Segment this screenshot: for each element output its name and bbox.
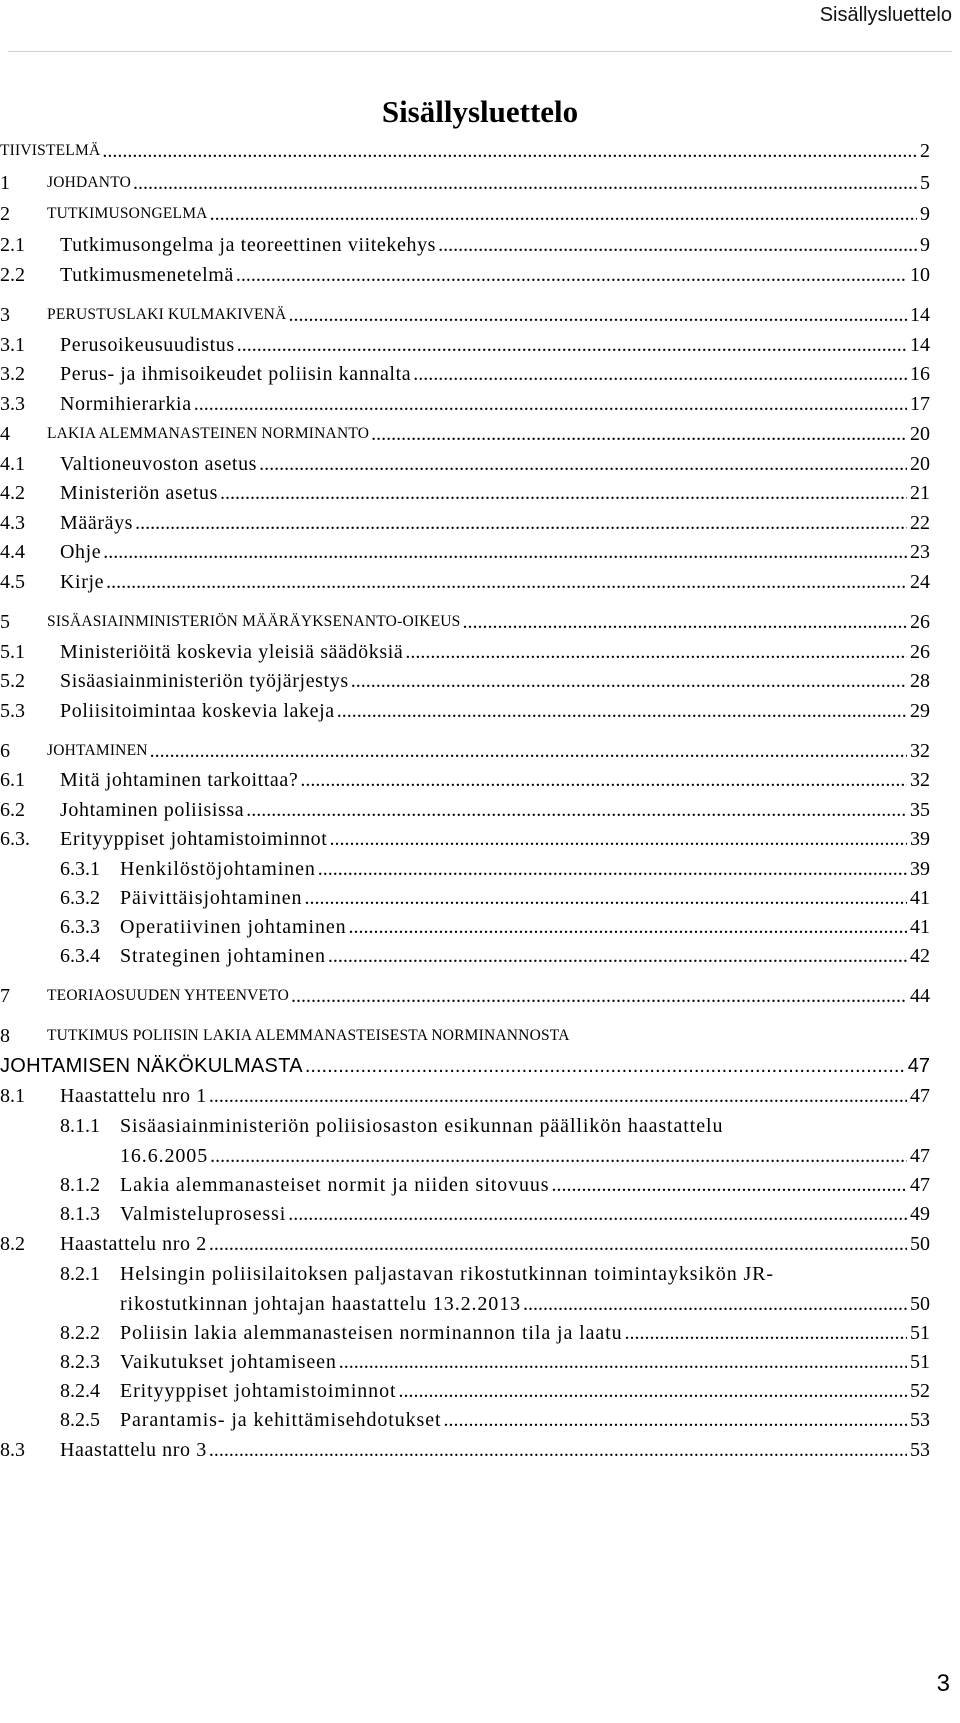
toc-dot-leader	[133, 171, 917, 195]
toc-entry[interactable]	[0, 1373, 960, 1403]
toc-entry-number: 1	[0, 172, 10, 194]
toc-entry[interactable]	[0, 1344, 960, 1374]
toc-entry-title: Haastattelu nro 3	[60, 1439, 207, 1461]
toc-entry-title: Johtaminen poliisissa	[60, 799, 245, 821]
toc-entry-title: Tutkimusmenetelmä	[60, 264, 234, 286]
toc-entry-number: 4.1	[0, 453, 25, 475]
toc-entry[interactable]	[0, 475, 960, 505]
toc-dot-leader	[210, 1144, 907, 1168]
toc-entry-title: Valtioneuvoston asetus	[60, 453, 258, 475]
toc-entry-page: 20	[910, 423, 930, 445]
toc-entry-number: 8.1.2	[60, 1174, 100, 1196]
toc-entry-title: Sisäasiainministeriön työjärjestys	[60, 670, 349, 692]
toc-entry[interactable]	[0, 386, 960, 416]
toc-entry[interactable]	[0, 851, 960, 881]
toc-entry-title: LAKIA ALEMMANASTEINEN NORMINANTO	[47, 425, 370, 442]
toc-dot-leader	[135, 511, 907, 535]
toc-entry-page: 5	[920, 172, 930, 194]
toc-entry-page: 14	[910, 334, 930, 356]
toc-entry-page: 52	[910, 1380, 930, 1402]
toc-entry[interactable]	[0, 1196, 960, 1226]
page-title: Sisällysluettelo	[381, 94, 579, 129]
toc-entry-page: 49	[910, 1203, 930, 1225]
toc-entry-page: 16	[910, 363, 930, 385]
toc-entry-page: 26	[910, 611, 930, 633]
toc-entry-number: 3.2	[0, 363, 25, 385]
toc-entry-page: 9	[920, 234, 930, 256]
toc-entry-number: 6.3.2	[60, 887, 100, 909]
toc-entry-number: 4.2	[0, 482, 25, 504]
toc-entry-page: 47	[910, 1085, 930, 1107]
toc-dot-leader	[210, 202, 917, 226]
toc-entry-page: 50	[910, 1233, 930, 1255]
toc-entry-page: 10	[910, 264, 930, 286]
toc-entry-title: Mitä johtaminen tarkoittaa?	[60, 769, 299, 791]
toc-entry-title: Strateginen johtaminen	[120, 945, 326, 967]
toc-entry-page: 26	[910, 641, 930, 663]
toc-dot-leader	[443, 1408, 907, 1432]
toc-entry-title: SISÄASIAINMINISTERIÖN MÄÄRÄYKSENANTO-OIKEUS	[47, 613, 461, 630]
toc-entry-page: 28	[910, 670, 930, 692]
toc-entry-number: 6.3.	[0, 828, 30, 850]
toc-entry-title: 16.6.2005	[120, 1145, 209, 1167]
toc-entry[interactable]	[0, 978, 960, 1008]
toc-dot-leader	[351, 669, 907, 693]
toc-entry-page: 32	[910, 769, 930, 791]
toc-dot-leader	[102, 139, 917, 163]
toc-entry-page: 47	[910, 1145, 930, 1167]
toc-entry[interactable]	[0, 416, 960, 446]
toc-entry-page: 41	[910, 916, 930, 938]
toc-entry-number: 6.2	[0, 799, 25, 821]
toc-dot-leader	[288, 303, 907, 327]
toc-entry-title: Erityyppiset johtamistoiminnot	[60, 828, 328, 850]
toc-entry-title: Operatiivinen johtaminen	[120, 916, 347, 938]
toc-entry-page: 29	[910, 700, 930, 722]
toc-entry[interactable]	[0, 227, 960, 257]
toc-entry-page: 23	[910, 541, 930, 563]
toc-entry-number: 2.1	[0, 234, 25, 256]
toc-entry-number: 8.2.1	[60, 1263, 100, 1285]
toc-entry-number: 6.3.4	[60, 945, 100, 967]
toc-entry[interactable]	[0, 1078, 960, 1108]
toc-dot-leader	[304, 886, 907, 910]
toc-entry-page: 20	[910, 453, 930, 475]
toc-entry[interactable]	[0, 1315, 960, 1345]
toc-entry[interactable]	[0, 1432, 960, 1462]
toc-entry-title: rikostutkinnan johtajan haastattelu 13.2.2013	[120, 1293, 521, 1315]
toc-entry-page: 22	[910, 512, 930, 534]
toc-entry-title: Parantamis- ja kehittämisehdotukset	[120, 1409, 442, 1431]
toc-entry-number: 8.2.2	[60, 1322, 100, 1344]
toc-dot-leader	[246, 798, 907, 822]
toc-dot-leader	[305, 1054, 905, 1078]
toc-entry-page: 47	[907, 1055, 930, 1077]
toc-entry[interactable]	[0, 327, 960, 357]
toc-entry-page: 51	[910, 1351, 930, 1373]
toc-entry-title: Erityyppiset johtamistoiminnot	[120, 1380, 397, 1402]
toc-entry-page: 39	[910, 858, 930, 880]
toc-entry-page: 42	[910, 945, 930, 967]
toc-dot-leader	[438, 233, 917, 257]
toc-entry-title: Vaikutukset johtamiseen	[120, 1351, 337, 1373]
toc-entry[interactable]	[0, 356, 960, 386]
toc-entry-number: 8.1	[0, 1085, 25, 1107]
toc-entry-number: 5.2	[0, 670, 25, 692]
toc-entry-page: 9	[920, 203, 930, 225]
toc-entry[interactable]	[0, 1138, 960, 1168]
toc-entry-title: JOHTAMINEN	[47, 742, 148, 759]
toc-entry-number: 4.4	[0, 541, 25, 563]
toc-entry[interactable]	[0, 1402, 960, 1432]
toc-entry-title: Perus- ja ihmisoikeudet poliisin kannalta	[60, 363, 412, 385]
toc-entry-page: 2	[920, 140, 930, 162]
toc-entry-title: JOHDANTO	[47, 174, 131, 191]
toc-dot-leader	[259, 452, 907, 476]
toc-entry-number: 8.2	[0, 1233, 25, 1255]
toc-dot-leader	[339, 1350, 907, 1374]
toc-entry-title: Normihierarkia	[60, 393, 192, 415]
toc-dot-leader	[328, 944, 907, 968]
toc-entry-page: 35	[910, 799, 930, 821]
toc-entry[interactable]	[0, 733, 960, 763]
toc-dot-leader	[194, 392, 907, 416]
toc-entry-number: 3	[0, 304, 10, 326]
toc-entry-title: Helsingin poliisilaitoksen paljastavan rikostutkinnan toimintayksikön JR-	[120, 1263, 774, 1285]
toc-entry[interactable]	[0, 534, 960, 564]
toc-entry-title: Määräys	[60, 512, 134, 534]
toc-dot-leader	[220, 481, 907, 505]
toc-entry[interactable]	[0, 1226, 960, 1256]
toc-entry-title: Tutkimusongelma ja teoreettinen viitekehys	[60, 234, 437, 256]
toc-entry-title: Haastattelu nro 1	[60, 1085, 207, 1107]
toc-entry[interactable]	[0, 564, 960, 594]
toc-entry[interactable]	[0, 792, 960, 822]
toc-entry-title: Poliisin lakia alemmanasteisen norminannon tila ja laatu	[120, 1322, 623, 1344]
toc-entry-number: 6	[0, 740, 10, 762]
toc-dot-leader	[318, 857, 907, 881]
toc-entry-page: 51	[910, 1322, 930, 1344]
toc-dot-leader	[103, 540, 907, 564]
toc-entry-page: 47	[910, 1174, 930, 1196]
toc-entry-number: 4.5	[0, 571, 25, 593]
toc-entry-title: Poliisitoimintaa koskevia lakeja	[60, 700, 335, 722]
toc-entry[interactable]	[0, 880, 960, 910]
toc-dot-leader	[398, 1379, 907, 1403]
toc-entry-number: 5.1	[0, 641, 25, 663]
toc-entry-number: 8.1.3	[60, 1203, 100, 1225]
toc-dot-leader	[371, 422, 907, 446]
toc-entry-number: 8.2.3	[60, 1351, 100, 1373]
toc-entry-number: 8.3	[0, 1439, 25, 1461]
toc-entry-page: 53	[910, 1439, 930, 1461]
toc-dot-leader	[300, 768, 907, 792]
toc-entry[interactable]	[0, 1167, 960, 1197]
toc-entry-number: 5	[0, 611, 10, 633]
toc-entry[interactable]	[0, 257, 960, 287]
toc-entry-number: 4	[0, 423, 10, 445]
toc-entry-page: 50	[910, 1293, 930, 1315]
toc-entry-page: 21	[910, 482, 930, 504]
toc-entry-title: Valmisteluprosessi	[120, 1203, 287, 1225]
toc-entry[interactable]	[0, 297, 960, 327]
toc-entry-number: 2	[0, 203, 10, 225]
toc-dot-leader	[237, 333, 907, 357]
toc-entry-title: Ministeriöitä koskevia yleisiä säädöksiä	[60, 641, 404, 663]
toc-entry-title: JOHTAMISEN NÄKÖKULMASTA	[0, 1055, 303, 1077]
toc-dot-leader	[625, 1321, 907, 1345]
toc-entry-title: TIIVISTELMÄ	[0, 142, 101, 159]
toc-entry-title: Päivittäisjohtaminen	[120, 887, 303, 909]
toc-entry-number: 2.2	[0, 264, 25, 286]
toc-entry-page: 24	[910, 571, 930, 593]
toc-dot-leader	[150, 739, 907, 763]
toc-entry-title: Henkilöstöjohtaminen	[120, 858, 316, 880]
toc-entry-title: Ministeriön asetus	[60, 482, 219, 504]
toc-dot-leader	[349, 915, 907, 939]
toc-entry-page: 39	[910, 828, 930, 850]
toc-entry-number: 4.3	[0, 512, 25, 534]
toc-entry[interactable]	[0, 133, 960, 163]
toc-entry-number: 5.3	[0, 700, 25, 722]
toc-entry[interactable]	[0, 1018, 960, 1048]
toc-entry-page: 32	[910, 740, 930, 762]
toc-entry-number: 8.2.4	[60, 1380, 100, 1402]
toc-entry-title: Kirje	[60, 571, 105, 593]
toc-entry-page: 14	[910, 304, 930, 326]
toc-entry-title: Haastattelu nro 2	[60, 1233, 207, 1255]
toc-dot-leader	[288, 1202, 907, 1226]
toc-entry-number: 8	[0, 1025, 10, 1047]
toc-entry[interactable]	[0, 909, 960, 939]
toc-dot-leader	[337, 699, 907, 723]
toc-dot-leader	[291, 984, 907, 1008]
running-header-title: Sisällysluettelo	[819, 4, 952, 26]
toc-entry[interactable]	[0, 1048, 960, 1078]
toc-entry-page: 53	[910, 1409, 930, 1431]
toc-dot-leader	[523, 1292, 907, 1316]
toc-entry[interactable]	[0, 165, 960, 195]
toc-dot-leader	[405, 640, 907, 664]
toc-entry-title: TUTKIMUS POLIISIN LAKIA ALEMMANASTEISESTA NORMINANNOSTA	[47, 1027, 570, 1044]
toc-dot-leader	[209, 1084, 907, 1108]
toc-entry[interactable]	[0, 446, 960, 476]
toc-entry[interactable]	[0, 938, 960, 968]
toc-entry[interactable]	[0, 762, 960, 792]
toc-entry-number: 8.2.5	[60, 1409, 100, 1431]
toc-entry-number: 3.1	[0, 334, 25, 356]
toc-entry-number: 6.3.3	[60, 916, 100, 938]
toc-entry[interactable]	[0, 505, 960, 535]
toc-entry-title: Ohje	[60, 541, 102, 563]
toc-entry[interactable]	[0, 1256, 960, 1286]
toc-entry[interactable]	[0, 196, 960, 226]
toc-entry[interactable]	[0, 821, 960, 851]
toc-entry-number: 3.3	[0, 393, 25, 415]
toc-dot-leader	[462, 610, 907, 634]
toc-entry-title: TUTKIMUSONGELMA	[47, 205, 208, 222]
toc-dot-leader	[209, 1438, 907, 1462]
toc-entry-number: 6.3.1	[60, 858, 100, 880]
toc-entry[interactable]	[0, 663, 960, 693]
toc-entry-number: 7	[0, 985, 10, 1007]
toc-entry-title: Lakia alemmanasteiset normit ja niiden sitovuus	[120, 1174, 550, 1196]
toc-entry[interactable]	[0, 604, 960, 634]
toc-dot-leader	[329, 827, 907, 851]
toc-entry-title: TEORIAOSUUDEN YHTEENVETO	[47, 987, 290, 1004]
toc-entry[interactable]	[0, 634, 960, 664]
toc-entry-page: 41	[910, 887, 930, 909]
toc-entry[interactable]	[0, 1108, 960, 1138]
toc-entry-number: 8.1.1	[60, 1115, 100, 1137]
toc-entry-page: 17	[910, 393, 930, 415]
toc-dot-leader	[551, 1173, 907, 1197]
toc-dot-leader	[209, 1232, 907, 1256]
toc-entry-title: Sisäasiainministeriön poliisiosaston esikunnan päällikön haastattelu	[120, 1115, 724, 1137]
toc-entry-title: Perusoikeusuudistus	[60, 334, 235, 356]
toc-entry[interactable]	[0, 1286, 960, 1316]
toc-entry-title: PERUSTUSLAKI KULMAKIVENÄ	[47, 306, 287, 323]
page-number: 3	[936, 1670, 950, 1697]
toc-dot-leader	[413, 362, 907, 386]
toc-entry-page: 44	[910, 985, 930, 1007]
toc-entry-number: 6.1	[0, 769, 25, 791]
toc-dot-leader	[106, 570, 907, 594]
toc-entry[interactable]	[0, 693, 960, 723]
toc-dot-leader	[236, 263, 907, 287]
